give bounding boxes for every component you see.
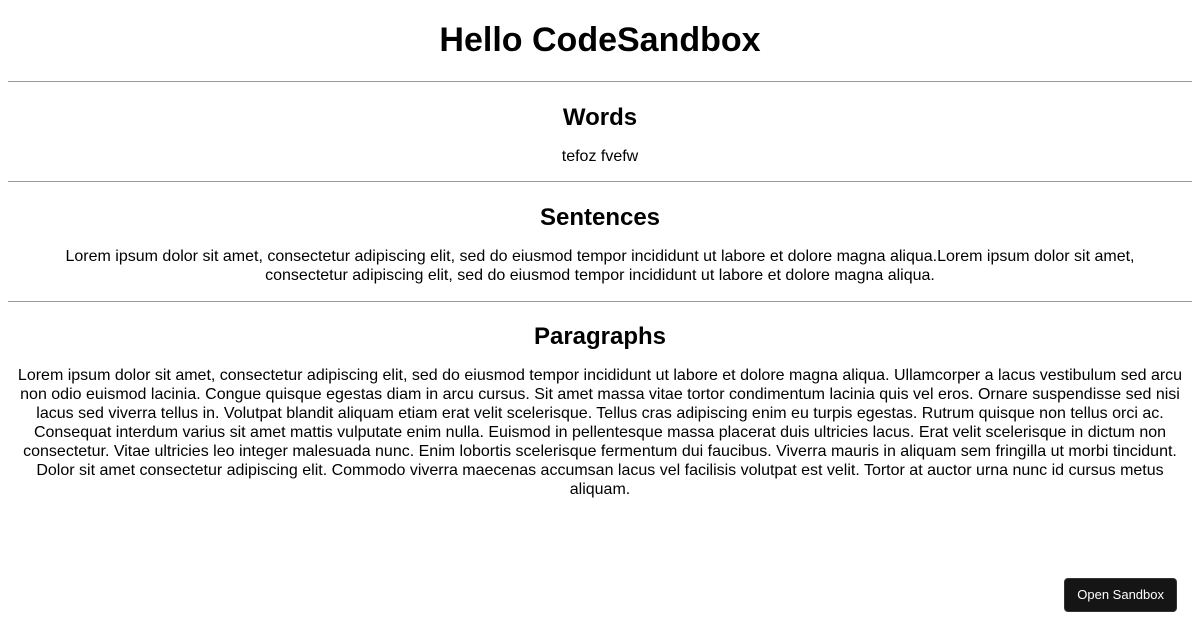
paragraphs-text: Lorem ipsum dolor sit amet, consectetur adipiscing elit, sed do eiusmod tempor incididunt ut labore et dolore magna aliqua. Ullamcorper a lacus vestibulum sed arcu non odio euismod lacinia. Congue quisque egestas diam in arcu cursus. Sit amet massa vitae tortor condimentum lacinia quis vel eros. Ornare suspendisse sed nisi lacus sed viverra tellus in. Volutpat blandit aliquam etiam erat velit scelerisque. Tellus cras adipiscing enim eu turpis egestas. Rutrum quisque non tellus orci ac. Consequat interdum varius sit amet mattis vulputate enim nulla. Euismod in pellentesque massa placerat duis ultricies lacus. Erat velit scelerisque in dictum non consectetur. Vitae ultricies leo integer malesuada nunc. Enim lobortis scelerisque fermentum dui faucibus. Viverra mauris in aliquam sem fringilla ut morbi tincidunt. Dolor sit amet consectetur adipiscing elit. Commodo viverra maecenas accumsan lacus vel facilisis volutpat est velit. Tortor at auctor urna nunc id cursus metus aliquam.: [17, 367, 1183, 498]
paragraphs-section: [8, 322, 1192, 499]
divider: [8, 301, 1192, 302]
sentences-section: [8, 203, 1192, 285]
words-text: tefoz fvefw: [561, 148, 639, 165]
sentences-heading: Sentences: [539, 204, 661, 231]
words-heading: Words: [562, 104, 638, 131]
open-sandbox-button[interactable]: Open Sandbox: [1064, 578, 1177, 612]
paragraphs-heading: Paragraphs: [533, 323, 667, 350]
sentences-text: Lorem ipsum dolor sit amet, consectetur adipiscing elit, sed do eiusmod tempor incididunt ut labore et dolore magna aliqua.Lorem ipsum dolor sit amet, consectetur adipiscing elit, sed do eiusmod tempor incididunt ut labore et dolore magna aliqua.: [65, 248, 1135, 284]
divider: [8, 81, 1192, 82]
divider: [8, 181, 1192, 182]
page-title: Hello CodeSandbox: [439, 21, 761, 59]
words-section: [8, 103, 1192, 166]
